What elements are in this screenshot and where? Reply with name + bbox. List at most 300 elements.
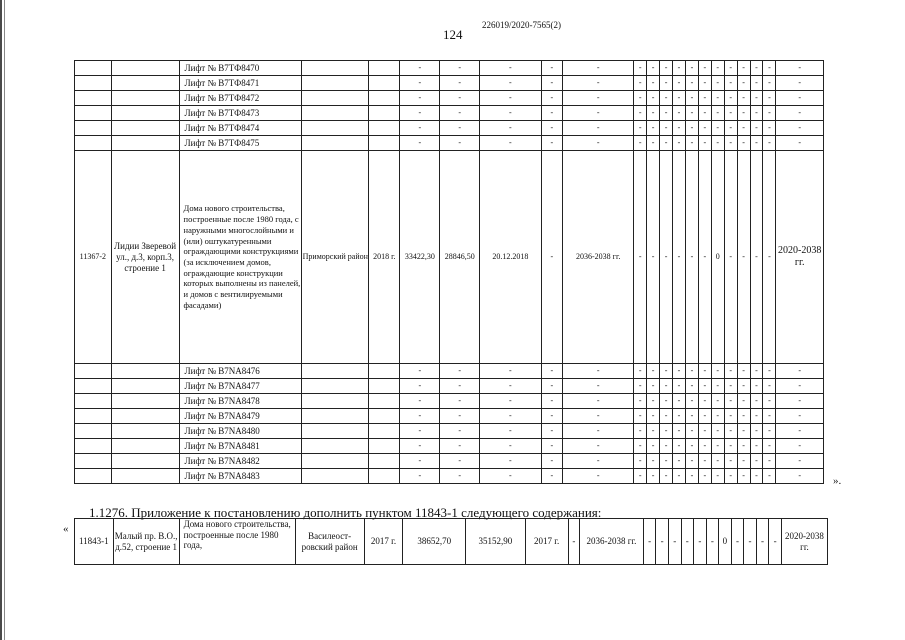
dash-cell: - bbox=[563, 364, 634, 379]
dash-cell: - bbox=[698, 106, 711, 121]
mark: - bbox=[744, 519, 757, 565]
building-type: Дома нового строительства, построенные после 1980 года, bbox=[179, 519, 295, 565]
dash-cell: - bbox=[685, 106, 698, 121]
dash-cell: - bbox=[711, 379, 724, 394]
dash-cell: - bbox=[711, 454, 724, 469]
empty-cell bbox=[111, 394, 179, 409]
dash-cell: - bbox=[541, 91, 563, 106]
row-id: 11843-1 bbox=[75, 519, 114, 565]
dash-cell: - bbox=[750, 394, 763, 409]
dash-cell: - bbox=[698, 91, 711, 106]
lift-row bbox=[75, 439, 824, 454]
date: 20.12.2018 bbox=[480, 151, 541, 364]
dash-cell: - bbox=[634, 76, 647, 91]
dash-cell: - bbox=[711, 469, 724, 484]
dash-cell: - bbox=[673, 469, 686, 484]
dash-cell: - bbox=[647, 439, 660, 454]
dash-cell: - bbox=[400, 91, 440, 106]
dash-cell: - bbox=[724, 424, 737, 439]
dash-cell: - bbox=[724, 409, 737, 424]
dash-cell: - bbox=[711, 409, 724, 424]
dash-cell: - bbox=[685, 61, 698, 76]
dash-cell: - bbox=[647, 136, 660, 151]
dash-cell: - bbox=[541, 136, 563, 151]
lift-row bbox=[75, 76, 824, 91]
dash-cell: - bbox=[400, 424, 440, 439]
dash-cell: - bbox=[698, 439, 711, 454]
mark: - bbox=[660, 151, 673, 364]
mark: - bbox=[724, 151, 737, 364]
mark: - bbox=[681, 519, 694, 565]
dash-cell: - bbox=[541, 469, 563, 484]
lift-row bbox=[75, 136, 824, 151]
dash-cell: - bbox=[634, 61, 647, 76]
dash-cell: - bbox=[480, 379, 541, 394]
dash-cell: - bbox=[724, 136, 737, 151]
lift-name: Лифт № В7NA8481 bbox=[179, 439, 302, 454]
dash-cell: - bbox=[724, 364, 737, 379]
dash-cell: - bbox=[673, 424, 686, 439]
dash-cell: - bbox=[634, 364, 647, 379]
dash-cell: - bbox=[724, 121, 737, 136]
dash-cell: - bbox=[480, 136, 541, 151]
dash-cell: - bbox=[763, 394, 776, 409]
empty-cell bbox=[302, 91, 369, 106]
dash-cell: - bbox=[541, 364, 563, 379]
lift-rows-top bbox=[75, 61, 824, 151]
dash-cell: - bbox=[647, 394, 660, 409]
date: 2017 г. bbox=[525, 519, 568, 565]
dash-cell: - bbox=[737, 454, 750, 469]
dash-cell: - bbox=[647, 364, 660, 379]
empty-cell bbox=[369, 454, 400, 469]
building-type: Дома нового строительства, построенные после 1980 года, с наружными многослойными и (или) оштукатуренными ограждающими конструкциями (за исключением домов, ограждающие конструкции которых выполнены из панелей, и домов с вентилируемыми фасадами) bbox=[179, 151, 302, 364]
lift-name: Лифт № В7ТФ8473 bbox=[179, 106, 302, 121]
lift-row bbox=[75, 364, 824, 379]
dash-cell: - bbox=[724, 439, 737, 454]
dash-cell: - bbox=[776, 364, 824, 379]
dash-cell: - bbox=[737, 409, 750, 424]
dash-cell: - bbox=[634, 394, 647, 409]
empty-cell bbox=[75, 61, 112, 76]
mark: - bbox=[756, 519, 769, 565]
empty-cell bbox=[75, 121, 112, 136]
district: Василеост-ровский район bbox=[295, 519, 364, 565]
dash-cell: - bbox=[440, 106, 480, 121]
empty-cell bbox=[75, 409, 112, 424]
dash-cell: - bbox=[763, 91, 776, 106]
lift-name: Лифт № В7NA8479 bbox=[179, 409, 302, 424]
lift-row bbox=[75, 61, 824, 76]
dash-cell: - bbox=[737, 106, 750, 121]
dash-cell: - bbox=[673, 439, 686, 454]
dash-cell: - bbox=[563, 454, 634, 469]
dash-cell: - bbox=[563, 379, 634, 394]
dash-cell: - bbox=[685, 394, 698, 409]
dash-cell: - bbox=[440, 409, 480, 424]
building-row-body bbox=[75, 151, 824, 364]
empty-cell bbox=[302, 424, 369, 439]
dash-cell: - bbox=[480, 439, 541, 454]
dash-cell: - bbox=[724, 61, 737, 76]
mark: - bbox=[706, 519, 719, 565]
mark: - bbox=[673, 151, 686, 364]
dash-cell: - bbox=[440, 76, 480, 91]
dash-cell: - bbox=[737, 61, 750, 76]
lift-name: Лифт № В7NA8478 bbox=[179, 394, 302, 409]
dash-cell: - bbox=[737, 136, 750, 151]
dash-cell: - bbox=[541, 121, 563, 136]
dash-cell: - bbox=[711, 394, 724, 409]
dash-cell: - bbox=[776, 379, 824, 394]
lift-table bbox=[74, 60, 824, 484]
dash-cell: - bbox=[673, 364, 686, 379]
dash-cell: - bbox=[400, 454, 440, 469]
dash-cell: - bbox=[724, 91, 737, 106]
dash-cell: - bbox=[568, 519, 580, 565]
dash-cell: - bbox=[724, 454, 737, 469]
empty-cell bbox=[369, 136, 400, 151]
dash-cell: - bbox=[400, 76, 440, 91]
dash-cell: - bbox=[634, 106, 647, 121]
empty-cell bbox=[369, 121, 400, 136]
dash-cell: - bbox=[541, 76, 563, 91]
dash-cell: - bbox=[400, 136, 440, 151]
dash-cell: - bbox=[660, 454, 673, 469]
dash-cell: - bbox=[480, 409, 541, 424]
dash-cell: - bbox=[563, 409, 634, 424]
empty-cell bbox=[111, 61, 179, 76]
empty-cell bbox=[302, 106, 369, 121]
empty-cell bbox=[111, 121, 179, 136]
dash-cell: - bbox=[711, 91, 724, 106]
empty-cell bbox=[111, 379, 179, 394]
dash-cell: - bbox=[541, 106, 563, 121]
dash-cell: - bbox=[737, 469, 750, 484]
empty-cell bbox=[111, 136, 179, 151]
lift-row bbox=[75, 469, 824, 484]
dash-cell: - bbox=[480, 454, 541, 469]
dash-cell: - bbox=[711, 76, 724, 91]
dash-cell: - bbox=[634, 469, 647, 484]
dash-cell: - bbox=[660, 364, 673, 379]
dash-cell: - bbox=[673, 136, 686, 151]
final-period: 2020-2038 гг. bbox=[776, 151, 824, 364]
year: 2018 г. bbox=[369, 151, 400, 364]
dash-cell: - bbox=[660, 379, 673, 394]
empty-cell bbox=[369, 91, 400, 106]
dash-cell: - bbox=[750, 91, 763, 106]
empty-cell bbox=[302, 394, 369, 409]
dash-cell: - bbox=[440, 91, 480, 106]
empty-cell bbox=[111, 76, 179, 91]
dash-cell: - bbox=[737, 424, 750, 439]
dash-cell: - bbox=[440, 424, 480, 439]
empty-cell bbox=[111, 439, 179, 454]
dash-cell: - bbox=[634, 91, 647, 106]
lift-name: Лифт № В7ТФ8475 bbox=[179, 136, 302, 151]
dash-cell: - bbox=[776, 469, 824, 484]
mark: - bbox=[685, 151, 698, 364]
dash-cell: - bbox=[685, 469, 698, 484]
empty-cell bbox=[75, 379, 112, 394]
dash-cell: - bbox=[763, 61, 776, 76]
area-total: 38652,70 bbox=[403, 519, 466, 565]
dash-cell: - bbox=[673, 91, 686, 106]
dash-cell: - bbox=[480, 121, 541, 136]
empty-cell bbox=[302, 136, 369, 151]
period: 2036-2038 гг. bbox=[563, 151, 634, 364]
dash-cell: - bbox=[673, 106, 686, 121]
dash-cell: - bbox=[750, 439, 763, 454]
empty-cell bbox=[75, 76, 112, 91]
dash-cell: - bbox=[673, 61, 686, 76]
area-living: 35152,90 bbox=[466, 519, 526, 565]
dash-cell: - bbox=[480, 394, 541, 409]
empty-cell bbox=[302, 379, 369, 394]
dash-cell: - bbox=[660, 91, 673, 106]
dash-cell: - bbox=[660, 136, 673, 151]
dash-cell: - bbox=[541, 394, 563, 409]
address: Малый пр. В.О., д.52, строение 1 bbox=[113, 519, 179, 565]
lift-name: Лифт № В7NA8482 bbox=[179, 454, 302, 469]
dash-cell: - bbox=[634, 439, 647, 454]
empty-cell bbox=[75, 439, 112, 454]
empty-cell bbox=[111, 454, 179, 469]
mark: 0 bbox=[719, 519, 732, 565]
dash-cell: - bbox=[673, 76, 686, 91]
dash-cell: - bbox=[541, 61, 563, 76]
dash-cell: - bbox=[724, 469, 737, 484]
dash-cell: - bbox=[541, 379, 563, 394]
dash-cell: - bbox=[698, 76, 711, 91]
dash-cell: - bbox=[634, 121, 647, 136]
dash-cell: - bbox=[711, 136, 724, 151]
dash-cell: - bbox=[711, 61, 724, 76]
lift-row bbox=[75, 121, 824, 136]
dash-cell: - bbox=[400, 439, 440, 454]
dash-cell: - bbox=[750, 61, 763, 76]
empty-cell bbox=[302, 454, 369, 469]
dash-cell: - bbox=[698, 61, 711, 76]
dash-cell: - bbox=[400, 379, 440, 394]
dash-cell: - bbox=[563, 424, 634, 439]
dash-cell: - bbox=[673, 409, 686, 424]
dash-cell: - bbox=[763, 136, 776, 151]
dash-cell: - bbox=[737, 76, 750, 91]
dash-cell: - bbox=[400, 409, 440, 424]
dash-cell: - bbox=[685, 439, 698, 454]
dash-cell: - bbox=[685, 424, 698, 439]
section-heading: 1.1276. Приложение к постановлению дополнить пунктом 11843-1 следующего содержания: bbox=[89, 505, 602, 520]
empty-cell bbox=[111, 91, 179, 106]
dash-cell: - bbox=[685, 76, 698, 91]
dash-cell: - bbox=[763, 121, 776, 136]
dash-cell: - bbox=[440, 379, 480, 394]
dash-cell: - bbox=[776, 91, 824, 106]
dash-cell: - bbox=[660, 424, 673, 439]
dash-cell: - bbox=[440, 394, 480, 409]
dash-cell: - bbox=[660, 439, 673, 454]
dash-cell: - bbox=[763, 379, 776, 394]
empty-cell bbox=[302, 439, 369, 454]
dash-cell: - bbox=[763, 469, 776, 484]
dash-cell: - bbox=[724, 379, 737, 394]
dash-cell: - bbox=[737, 364, 750, 379]
dash-cell: - bbox=[685, 121, 698, 136]
dash-cell: - bbox=[647, 61, 660, 76]
dash-cell: - bbox=[724, 394, 737, 409]
dash-cell: - bbox=[698, 136, 711, 151]
lift-row bbox=[75, 454, 824, 469]
dash-cell: - bbox=[480, 469, 541, 484]
building-row bbox=[75, 151, 824, 364]
dash-cell: - bbox=[776, 76, 824, 91]
empty-cell bbox=[302, 469, 369, 484]
lift-row bbox=[75, 379, 824, 394]
lift-name: Лифт № В7NA8483 bbox=[179, 469, 302, 484]
dash-cell: - bbox=[634, 379, 647, 394]
dash-cell: - bbox=[698, 121, 711, 136]
dash-cell: - bbox=[480, 91, 541, 106]
dash-cell: - bbox=[660, 76, 673, 91]
dash-cell: - bbox=[647, 91, 660, 106]
mark: - bbox=[668, 519, 681, 565]
dash-cell: - bbox=[480, 76, 541, 91]
dash-cell: - bbox=[440, 121, 480, 136]
empty-cell bbox=[369, 424, 400, 439]
empty-cell bbox=[369, 61, 400, 76]
dash-cell: - bbox=[563, 106, 634, 121]
dash-cell: - bbox=[660, 469, 673, 484]
empty-cell bbox=[369, 364, 400, 379]
mark: - bbox=[656, 519, 669, 565]
period: 2036-2038 гг. bbox=[580, 519, 644, 565]
dash-cell: - bbox=[660, 121, 673, 136]
empty-cell bbox=[75, 91, 112, 106]
document-number: 226019/2020-7565(2) bbox=[482, 20, 561, 30]
dash-cell: - bbox=[440, 469, 480, 484]
dash-cell: - bbox=[541, 151, 563, 364]
dash-cell: - bbox=[440, 61, 480, 76]
dash-cell: - bbox=[480, 106, 541, 121]
district: Приморский район bbox=[302, 151, 369, 364]
mark: - bbox=[643, 519, 656, 565]
dash-cell: - bbox=[541, 409, 563, 424]
dash-cell: - bbox=[763, 364, 776, 379]
area-total: 33422,30 bbox=[400, 151, 440, 364]
dash-cell: - bbox=[737, 394, 750, 409]
dash-cell: - bbox=[724, 106, 737, 121]
empty-cell bbox=[75, 454, 112, 469]
empty-cell bbox=[369, 439, 400, 454]
dash-cell: - bbox=[711, 106, 724, 121]
dash-cell: - bbox=[563, 136, 634, 151]
empty-cell bbox=[75, 469, 112, 484]
empty-cell bbox=[302, 364, 369, 379]
dash-cell: - bbox=[750, 409, 763, 424]
empty-cell bbox=[369, 379, 400, 394]
dash-cell: - bbox=[698, 394, 711, 409]
dash-cell: - bbox=[750, 106, 763, 121]
dash-cell: - bbox=[563, 61, 634, 76]
dash-cell: - bbox=[763, 454, 776, 469]
dash-cell: - bbox=[673, 379, 686, 394]
new-building-row bbox=[75, 519, 828, 565]
closing-quote: ». bbox=[833, 475, 842, 487]
dash-cell: - bbox=[400, 106, 440, 121]
dash-cell: - bbox=[673, 454, 686, 469]
dash-cell: - bbox=[660, 409, 673, 424]
empty-cell bbox=[302, 409, 369, 424]
mark: - bbox=[634, 151, 647, 364]
dash-cell: - bbox=[400, 469, 440, 484]
dash-cell: - bbox=[776, 409, 824, 424]
dash-cell: - bbox=[685, 364, 698, 379]
dash-cell: - bbox=[660, 394, 673, 409]
dash-cell: - bbox=[698, 454, 711, 469]
mark: - bbox=[647, 151, 660, 364]
empty-cell bbox=[111, 106, 179, 121]
dash-cell: - bbox=[440, 364, 480, 379]
dash-cell: - bbox=[440, 136, 480, 151]
empty-cell bbox=[75, 364, 112, 379]
dash-cell: - bbox=[750, 76, 763, 91]
mark: - bbox=[698, 151, 711, 364]
lift-name: Лифт № В7NA8476 bbox=[179, 364, 302, 379]
dash-cell: - bbox=[698, 364, 711, 379]
dash-cell: - bbox=[750, 454, 763, 469]
dash-cell: - bbox=[724, 76, 737, 91]
dash-cell: - bbox=[634, 409, 647, 424]
empty-cell bbox=[111, 469, 179, 484]
dash-cell: - bbox=[776, 106, 824, 121]
lift-name: Лифт № В7ТФ8471 bbox=[179, 76, 302, 91]
dash-cell: - bbox=[711, 439, 724, 454]
dash-cell: - bbox=[440, 439, 480, 454]
dash-cell: - bbox=[400, 364, 440, 379]
dash-cell: - bbox=[685, 409, 698, 424]
empty-cell bbox=[75, 424, 112, 439]
dash-cell: - bbox=[737, 439, 750, 454]
dash-cell: - bbox=[673, 121, 686, 136]
dash-cell: - bbox=[440, 454, 480, 469]
dash-cell: - bbox=[685, 136, 698, 151]
final-period: 2020-2038 гг. bbox=[781, 519, 827, 565]
lift-name: Лифт № В7ТФ8470 bbox=[179, 61, 302, 76]
dash-cell: - bbox=[750, 469, 763, 484]
dash-cell: - bbox=[563, 121, 634, 136]
dash-cell: - bbox=[685, 454, 698, 469]
dash-cell: - bbox=[763, 439, 776, 454]
dash-cell: - bbox=[698, 469, 711, 484]
dash-cell: - bbox=[563, 394, 634, 409]
empty-cell bbox=[302, 121, 369, 136]
area-living: 28846,50 bbox=[440, 151, 480, 364]
address: Лидии Зверевой ул., д.3, корп.3, строение 1 bbox=[111, 151, 179, 364]
lift-row bbox=[75, 91, 824, 106]
dash-cell: - bbox=[763, 424, 776, 439]
dash-cell: - bbox=[698, 379, 711, 394]
dash-cell: - bbox=[685, 91, 698, 106]
dash-cell: - bbox=[647, 469, 660, 484]
dash-cell: - bbox=[480, 61, 541, 76]
lift-row bbox=[75, 394, 824, 409]
dash-cell: - bbox=[776, 136, 824, 151]
dash-cell: - bbox=[776, 394, 824, 409]
dash-cell: - bbox=[711, 364, 724, 379]
dash-cell: - bbox=[776, 439, 824, 454]
